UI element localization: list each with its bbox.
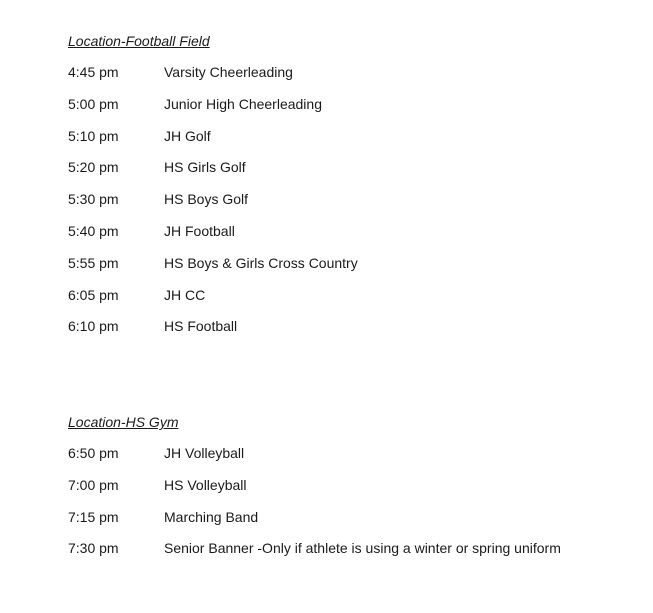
schedule-time: 7:00 pm xyxy=(68,476,119,493)
schedule-time: 4:45 pm xyxy=(68,64,119,80)
schedule-row xyxy=(68,95,638,113)
schedule-row xyxy=(68,254,638,272)
schedule-section-hs-gym xyxy=(68,413,638,571)
schedule-event: JH Volleyball xyxy=(164,445,245,461)
schedule-time: 7:30 pm xyxy=(68,540,119,557)
schedule-time: 5:30 pm xyxy=(68,191,119,208)
schedule-event: JH Football xyxy=(164,222,235,239)
schedule-section-football-field xyxy=(68,32,638,349)
schedule-event: HS Boys & Girls Cross Country xyxy=(164,254,358,271)
schedule-row xyxy=(68,317,638,335)
schedule-time: 6:05 pm xyxy=(68,286,119,303)
schedule-event: JH CC xyxy=(164,286,206,303)
schedule-row xyxy=(68,190,638,208)
schedule-time: 5:40 pm xyxy=(68,222,119,239)
schedule-time: 5:00 pm xyxy=(68,95,119,112)
schedule-event: HS Boys Golf xyxy=(164,191,249,208)
schedule-time: 5:20 pm xyxy=(68,159,119,176)
schedule-time: 6:50 pm xyxy=(68,445,119,461)
schedule-row xyxy=(68,476,638,494)
section-heading: Location-Football Field xyxy=(68,33,210,49)
schedule-event: HS Girls Golf xyxy=(164,159,246,176)
schedule-event: Marching Band xyxy=(164,508,259,525)
schedule-time: 5:10 pm xyxy=(68,127,119,144)
schedule-time: 7:15 pm xyxy=(68,508,119,525)
schedule-row xyxy=(68,444,638,462)
section-heading: Location-HS Gym xyxy=(68,414,179,430)
schedule-row xyxy=(68,539,638,557)
schedule-row xyxy=(68,222,638,240)
schedule-row xyxy=(68,286,638,304)
schedule-event: JH Golf xyxy=(164,127,211,144)
schedule-event: HS Volleyball xyxy=(164,476,247,493)
schedule-time: 5:55 pm xyxy=(68,254,119,271)
schedule-row xyxy=(68,127,638,145)
schedule-event: HS Football xyxy=(164,318,238,335)
schedule-row xyxy=(68,158,638,176)
schedule-row xyxy=(68,63,638,81)
schedule-event: Junior High Cheerleading xyxy=(164,95,322,112)
schedule-row xyxy=(68,508,638,526)
schedule-event: Senior Banner -Only if athlete is using a winter or spring uniform xyxy=(164,540,561,557)
schedule-time: 6:10 pm xyxy=(68,318,119,335)
schedule-event: Varsity Cheerleading xyxy=(164,64,293,80)
